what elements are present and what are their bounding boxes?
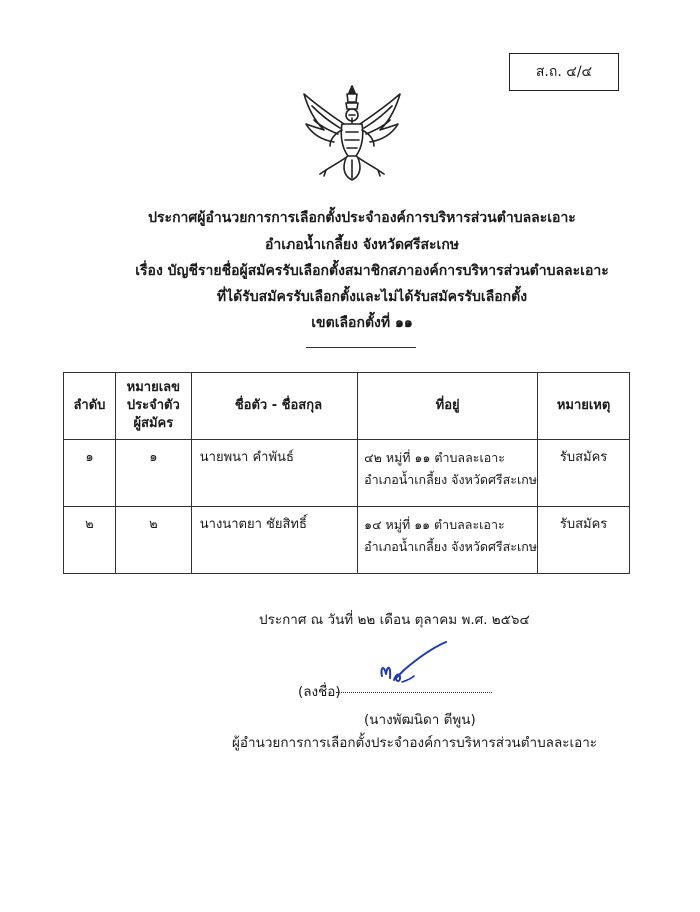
row-number: ๒: [115, 507, 191, 574]
row-address-line2: อำเภอน้ำเกลี้ยง จังหวัดศรีสะเกษ: [364, 472, 538, 487]
signature-label: (ลงชื่อ): [298, 684, 341, 700]
subject-line: เรื่อง บัญชีรายชื่อผู้สมัครรับเลือกตั้งสมาชิกสภาองค์การบริหารส่วนตำบลละเอาะ: [135, 263, 609, 279]
row-no: ๒: [64, 507, 116, 574]
form-code-box: [509, 53, 619, 91]
table-row: [64, 507, 630, 574]
header-name: ชื่อตัว - ชื่อสกุล: [191, 373, 357, 440]
announcement-title: ประกาศผู้อำนวยการการเลือกตั้งประจำองค์การบริหารส่วนตำบลละเอาะ: [148, 210, 576, 226]
title-underline: [306, 347, 416, 348]
row-name: นายพนา คำพันธ์: [191, 440, 357, 507]
row-remark: รับสมัคร: [538, 507, 630, 574]
electoral-zone: เขตเลือกตั้งที่ ๑๑: [311, 315, 413, 331]
garuda-emblem-icon: [296, 80, 408, 182]
row-number: ๑: [115, 440, 191, 507]
header-remark: หมายเหตุ: [538, 373, 630, 440]
signer-position: ผู้อำนวยการการเลือกตั้งประจำองค์การบริหารส่วนตำบลละเอาะ: [232, 735, 598, 751]
row-address: [358, 440, 538, 507]
candidate-table: [63, 372, 630, 574]
header-number-line1: หมายเลข: [126, 380, 181, 395]
header-number: [115, 373, 191, 440]
header-number-line2: ประจำตัว: [126, 398, 180, 413]
header-no: ลำดับ: [64, 373, 116, 440]
row-address-line1: ๑๔ หมู่ที่ ๑๑ ตำบลละเอาะ: [364, 517, 505, 532]
header-number-line3: ผู้สมัคร: [133, 416, 174, 431]
district-province: อำเภอน้ำเกลี้ยง จังหวัดศรีสะเกษ: [264, 237, 460, 253]
signer-name: (นางพัฒนิดา ตีพูน): [364, 712, 476, 728]
row-address-line2: อำเภอน้ำเกลี้ยง จังหวัดศรีสะเกษ: [364, 539, 538, 554]
row-address-line1: ๔๒ หมู่ที่ ๑๑ ตำบลละเอาะ: [364, 450, 505, 465]
header-address: ที่อยู่: [358, 373, 538, 440]
handwritten-signature: [374, 640, 454, 692]
subject-line-continued: ที่ได้รับสมัครรับเลือกตั้งและไม่ได้รับสมัครรับเลือกตั้ง: [216, 289, 528, 305]
row-name: นางนาตยา ชัยสิทธิ์: [191, 507, 357, 574]
table-header-row: [64, 373, 630, 440]
row-address: [358, 507, 538, 574]
row-no: ๑: [64, 440, 116, 507]
form-code: ส.ถ. ๔/๔: [535, 64, 593, 80]
row-remark: รับสมัคร: [538, 440, 630, 507]
announcement-date: ประกาศ ณ วันที่ ๒๒ เดือน ตุลาคม พ.ศ. ๒๕๖๔: [259, 612, 530, 628]
table-row: [64, 440, 630, 507]
signature-line: [336, 692, 492, 693]
